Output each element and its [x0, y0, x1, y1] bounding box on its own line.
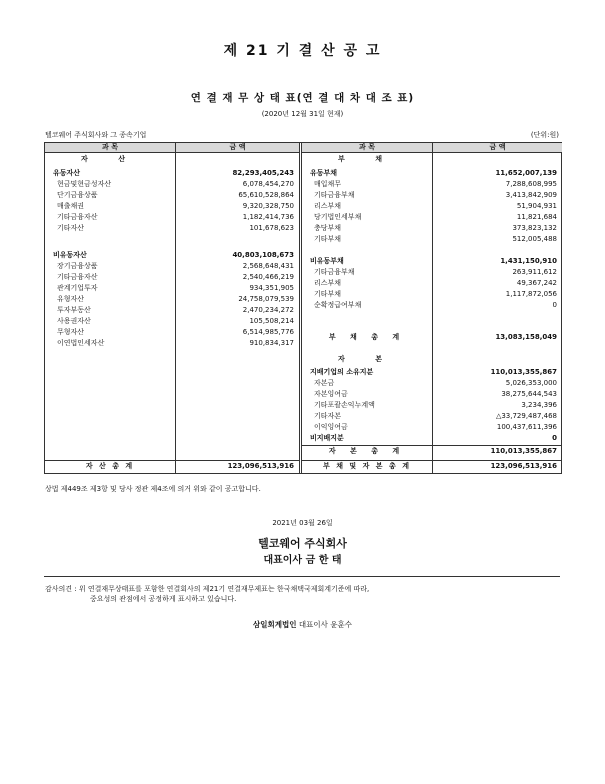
table-row — [45, 272, 299, 282]
row-value: 40,803,108,673 — [232, 251, 294, 259]
row-label: 기타금융부채 — [314, 268, 355, 276]
table-row — [302, 367, 562, 377]
row-value: 105,508,214 — [249, 317, 294, 325]
row-value: 123,096,513,916 — [490, 462, 557, 470]
company-name: 텔코웨어 주식회사 — [258, 537, 347, 550]
row-value: 263,911,612 — [512, 268, 557, 276]
row-label: 매출채권 — [57, 202, 85, 210]
row-label: 기타부채 — [314, 290, 342, 298]
header-item: 과 목 — [302, 143, 433, 152]
row-value: 11,652,007,139 — [495, 169, 557, 177]
row-value: 0 — [552, 301, 557, 309]
header-amount: 금 액 — [489, 143, 506, 151]
row-value: 512,005,488 — [512, 235, 557, 243]
row-label: 부 채 및 자 본 총 계 — [323, 462, 411, 470]
table-row — [302, 190, 562, 200]
table-row — [45, 201, 299, 211]
assets-column — [45, 143, 300, 473]
company-line: 텔코웨어 주식회사와 그 종속기업 — [45, 131, 147, 139]
row-value: 5,026,353,000 — [505, 379, 557, 387]
table-row — [45, 261, 299, 271]
row-label: 유동자산 — [53, 169, 81, 177]
row-value: 24,758,079,539 — [238, 295, 294, 303]
row-value: 7,288,608,995 — [505, 180, 557, 188]
row-label: 무형자산 — [57, 328, 85, 336]
row-label: 매입채무 — [314, 180, 342, 188]
row-value: △33,729,487,468 — [495, 412, 557, 420]
audit-opinion-line-1: 감사의견 : 위 연결재무상태표를 포함한 연결회사의 제21기 연결재무제표는 한국채택국제회계기준에 따라, — [45, 585, 370, 593]
row-label: 리스부채 — [314, 202, 342, 210]
table-row — [302, 168, 562, 178]
table-row — [302, 278, 562, 288]
table-row — [302, 378, 562, 388]
row-label: 비유동자산 — [53, 251, 87, 259]
table-row — [302, 411, 562, 421]
divider — [44, 576, 560, 577]
row-value: 1,117,872,056 — [505, 290, 557, 298]
row-value: 6,514,985,776 — [242, 328, 294, 336]
table-row — [302, 234, 562, 244]
row-value: 13,083,158,049 — [495, 333, 557, 341]
row-label: 자본금 — [314, 379, 335, 387]
row-value: 934,351,905 — [249, 284, 294, 292]
row-value: 373,823,132 — [512, 224, 557, 232]
table-row — [302, 300, 562, 310]
assets-total-row — [45, 461, 299, 471]
row-label: 투자부동산 — [57, 306, 91, 314]
row-value: 1,182,414,736 — [242, 213, 294, 221]
row-label: 유형자산 — [57, 295, 85, 303]
header-amount: 금 액 — [229, 143, 246, 151]
equity-total-row — [302, 446, 562, 456]
row-label: 기타금융부채 — [314, 191, 355, 199]
table-row — [302, 422, 562, 432]
row-label: 기타금융자산 — [57, 213, 98, 221]
row-label: 자 산 총 계 — [85, 462, 135, 470]
table-row — [302, 201, 562, 211]
assets-section-title: 자 산 — [81, 155, 139, 163]
row-label: 기타포괄손익누계액 — [314, 401, 375, 409]
table-row — [45, 283, 299, 293]
balance-sheet-table — [44, 142, 562, 474]
auditor-firm: 삼일회계법인 — [253, 620, 297, 629]
table-row — [302, 256, 562, 266]
row-label: 부 채 총 계 — [328, 333, 406, 341]
row-label: 기타자본 — [314, 412, 342, 420]
row-label: 기타부채 — [314, 235, 342, 243]
notice-title: 제 21 기 결 산 공 고 — [223, 43, 382, 59]
row-value: 1,431,150,910 — [500, 257, 557, 265]
row-value: 3,234,396 — [521, 401, 557, 409]
equity-section-title: 자 본 — [338, 355, 396, 363]
table-row — [302, 389, 562, 399]
table-header — [45, 143, 299, 153]
row-label: 장기금융상품 — [57, 262, 98, 270]
row-label: 사용권자산 — [57, 317, 91, 325]
table-row — [45, 190, 299, 200]
row-label: 이익잉여금 — [314, 423, 348, 431]
row-label: 지배기업의 소유지분 — [310, 368, 374, 376]
row-value: 38,275,644,543 — [501, 390, 557, 398]
audit-opinion-line-2: 중요성의 관점에서 공정하게 표시하고 있습니다. — [90, 595, 237, 603]
table-row — [302, 223, 562, 233]
auditor-representative: 대표이사 윤훈수 — [298, 620, 352, 629]
liabilities-section-title: 부 채 — [338, 155, 396, 163]
row-value: 2,470,234,272 — [242, 306, 294, 314]
row-value: 9,320,328,750 — [242, 202, 294, 210]
row-value: 65,610,528,864 — [238, 191, 294, 199]
row-label: 이연법인세자산 — [57, 339, 105, 347]
row-value: 3,413,842,909 — [505, 191, 557, 199]
row-label: 단기금융상품 — [57, 191, 98, 199]
table-row — [45, 250, 299, 260]
auditor-signature — [0, 619, 605, 630]
table-row — [45, 305, 299, 315]
table-row — [302, 433, 562, 443]
header-item: 과 목 — [45, 143, 176, 152]
row-value: 910,834,317 — [249, 339, 294, 347]
sign-date: 2021년 03월 26일 — [272, 519, 333, 527]
liabilities-total-row — [302, 332, 562, 342]
row-value: 110,013,355,867 — [490, 447, 557, 455]
row-label: 순확정급여부채 — [314, 301, 362, 309]
row-value: 6,078,454,270 — [242, 180, 294, 188]
row-value: 101,678,623 — [249, 224, 294, 232]
table-row — [302, 289, 562, 299]
statement-title: 연 결 재 무 상 태 표(연 결 대 차 대 조 표) — [190, 92, 415, 104]
row-label: 현금및현금성자산 — [57, 180, 112, 188]
unit-line: (단위:원) — [530, 131, 559, 139]
row-value: 51,904,931 — [516, 202, 557, 210]
liabilities-equity-column — [301, 143, 562, 473]
row-value: 110,013,355,867 — [490, 368, 557, 376]
row-label: 충당부채 — [314, 224, 342, 232]
row-label: 기타금융자산 — [57, 273, 98, 281]
row-label: 자본잉여금 — [314, 390, 348, 398]
row-value: 0 — [552, 434, 557, 442]
table-row — [302, 179, 562, 189]
row-value: 82,293,405,243 — [232, 169, 294, 177]
table-row — [45, 316, 299, 326]
row-label: 비유동부채 — [310, 257, 344, 265]
legal-note: 상법 제449조 제3항 및 당사 정관 제4조에 의거 위와 같이 공고합니다. — [45, 485, 261, 493]
row-value: 2,540,466,219 — [242, 273, 294, 281]
row-value: 49,367,242 — [516, 279, 557, 287]
table-row — [45, 338, 299, 348]
table-row — [45, 294, 299, 304]
table-row — [302, 267, 562, 277]
row-label: 기타자산 — [57, 224, 85, 232]
row-value: 11,821,684 — [516, 213, 557, 221]
row-label: 자 본 총 계 — [328, 447, 406, 455]
table-row — [45, 223, 299, 233]
table-row — [45, 168, 299, 178]
row-label: 관계기업투자 — [57, 284, 98, 292]
table-row — [45, 212, 299, 222]
table-row — [302, 212, 562, 222]
table-row — [302, 400, 562, 410]
row-label: 비지배지분 — [310, 434, 344, 442]
table-row — [45, 179, 299, 189]
grand-total-row — [302, 461, 562, 471]
row-label: 유동부채 — [310, 169, 338, 177]
row-label: 리스부채 — [314, 279, 342, 287]
table-header — [302, 143, 562, 153]
statement-date: (2020년 12월 31일 현재) — [261, 110, 344, 118]
row-value: 2,568,648,431 — [242, 262, 294, 270]
table-row — [45, 327, 299, 337]
row-value: 100,437,611,396 — [496, 423, 557, 431]
representative: 대표이사 금 한 태 — [263, 555, 342, 566]
row-value: 123,096,513,916 — [227, 462, 294, 470]
row-label: 당기법인세부채 — [314, 213, 362, 221]
